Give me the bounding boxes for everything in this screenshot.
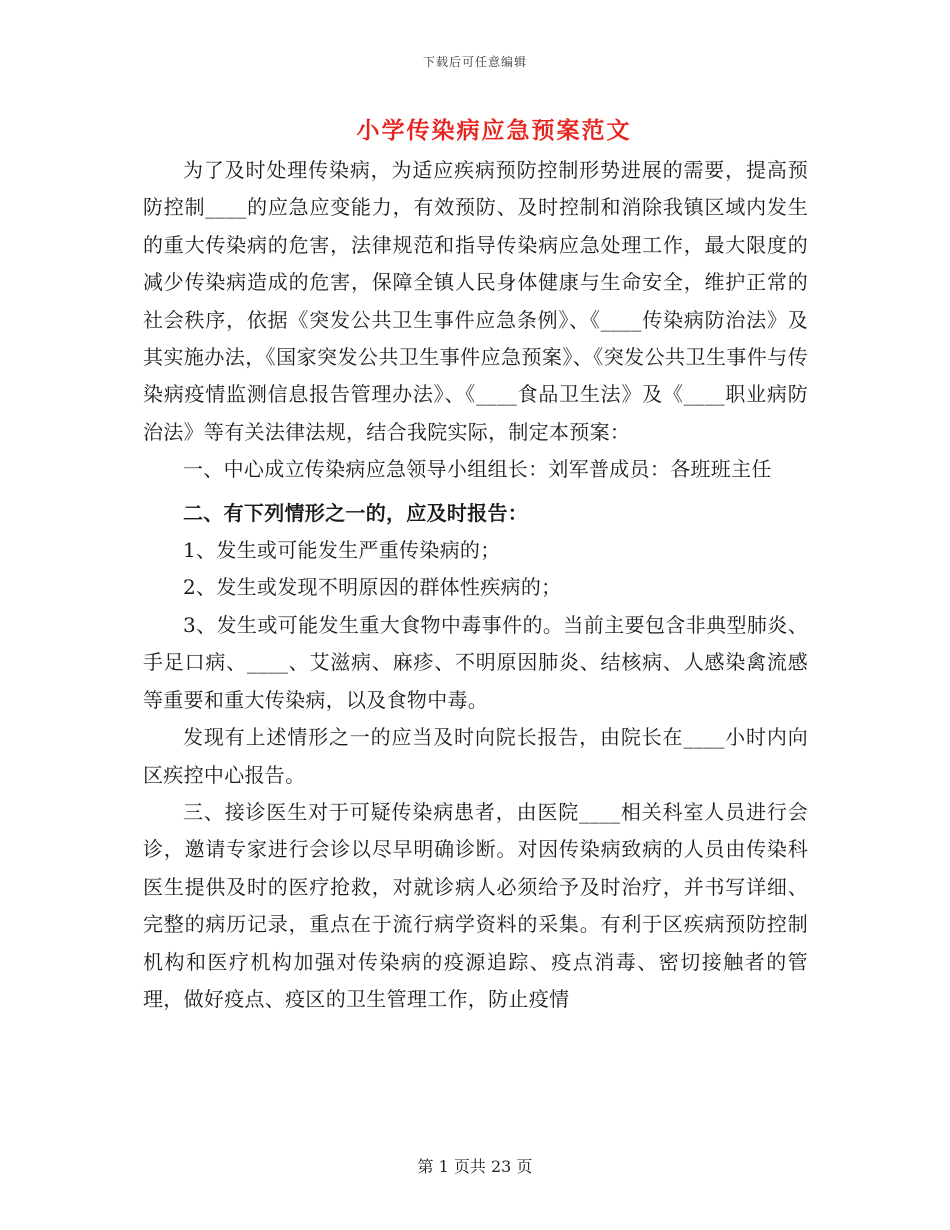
page-number: 第 1 页共 23 页 — [417, 1157, 533, 1176]
document-body — [143, 152, 808, 1018]
paragraph-section-2-heading: 二、有下列情形之一的，应及时报告： — [183, 500, 529, 525]
document-title: 小学传染病应急预案范文 — [356, 117, 632, 144]
paragraph-report: 发现有上述情形之一的应当及时向院长报告，由院长在____小时内向区疾控中心报告。 — [143, 725, 808, 787]
paragraph-section-3: 三、接诊医生对于可疑传染病患者，由医院____相关科室人员进行会诊，邀请专家进行会诊以尽早明确诊断。对因传染病致病的人员由传染科医生提供及时的医疗抢救，对就诊病人必须给予及时治疗，并书写详细、完整的病历记录，重点在于流行病学资料的采集。有利于区疾病预防控制机构和医疗机构加强对传染病的疫源追踪、疫点消毒、密切接触者的管理，做好疫点、疫区的卫生管理工作，防止疫情 — [143, 799, 808, 1011]
list-item-2: 2、发生或发现不明原因的群体性疾病的； — [183, 575, 562, 600]
list-item-3: 3、发生或可能发生重大食物中毒事件的。当前主要包含非典型肺炎、手足口病、____、艾滋病、麻疹、不明原因肺炎、结核病、人感染禽流感等重要和重大传染病，以及食物中毒。 — [143, 612, 808, 712]
list-item-1: 1、发生或可能发生严重传染病的； — [183, 538, 501, 563]
paragraph-section-1: 一、中心成立传染病应急领导小组组长：刘军普成员：各班班主任 — [183, 457, 772, 482]
paragraph-intro: 为了及时处理传染病，为适应疾病预防控制形势进展的需要，提高预防控制____的应急应变能力，有效预防、及时控制和消除我镇区域内发生的重大传染病的危害，法律规范和指导传染病应急处理工作，最大限度的减少传染病造成的危害，保障全镇人民身体健康与生命安全，维护正常的社会秩序，依据《突发公共卫生事件应急条例》、《____传染病防治法》及其实施办法，《国家突发公共卫生事件应急预案》、《突发公共卫生事件与传染病疫情监测信息报告管理办法》、《____食品卫生法》及《____职业病防治法》等有关法律法规，结合我院实际，制定本预案： — [143, 158, 808, 444]
header-note: 下载后可任意编辑 — [422, 55, 527, 69]
